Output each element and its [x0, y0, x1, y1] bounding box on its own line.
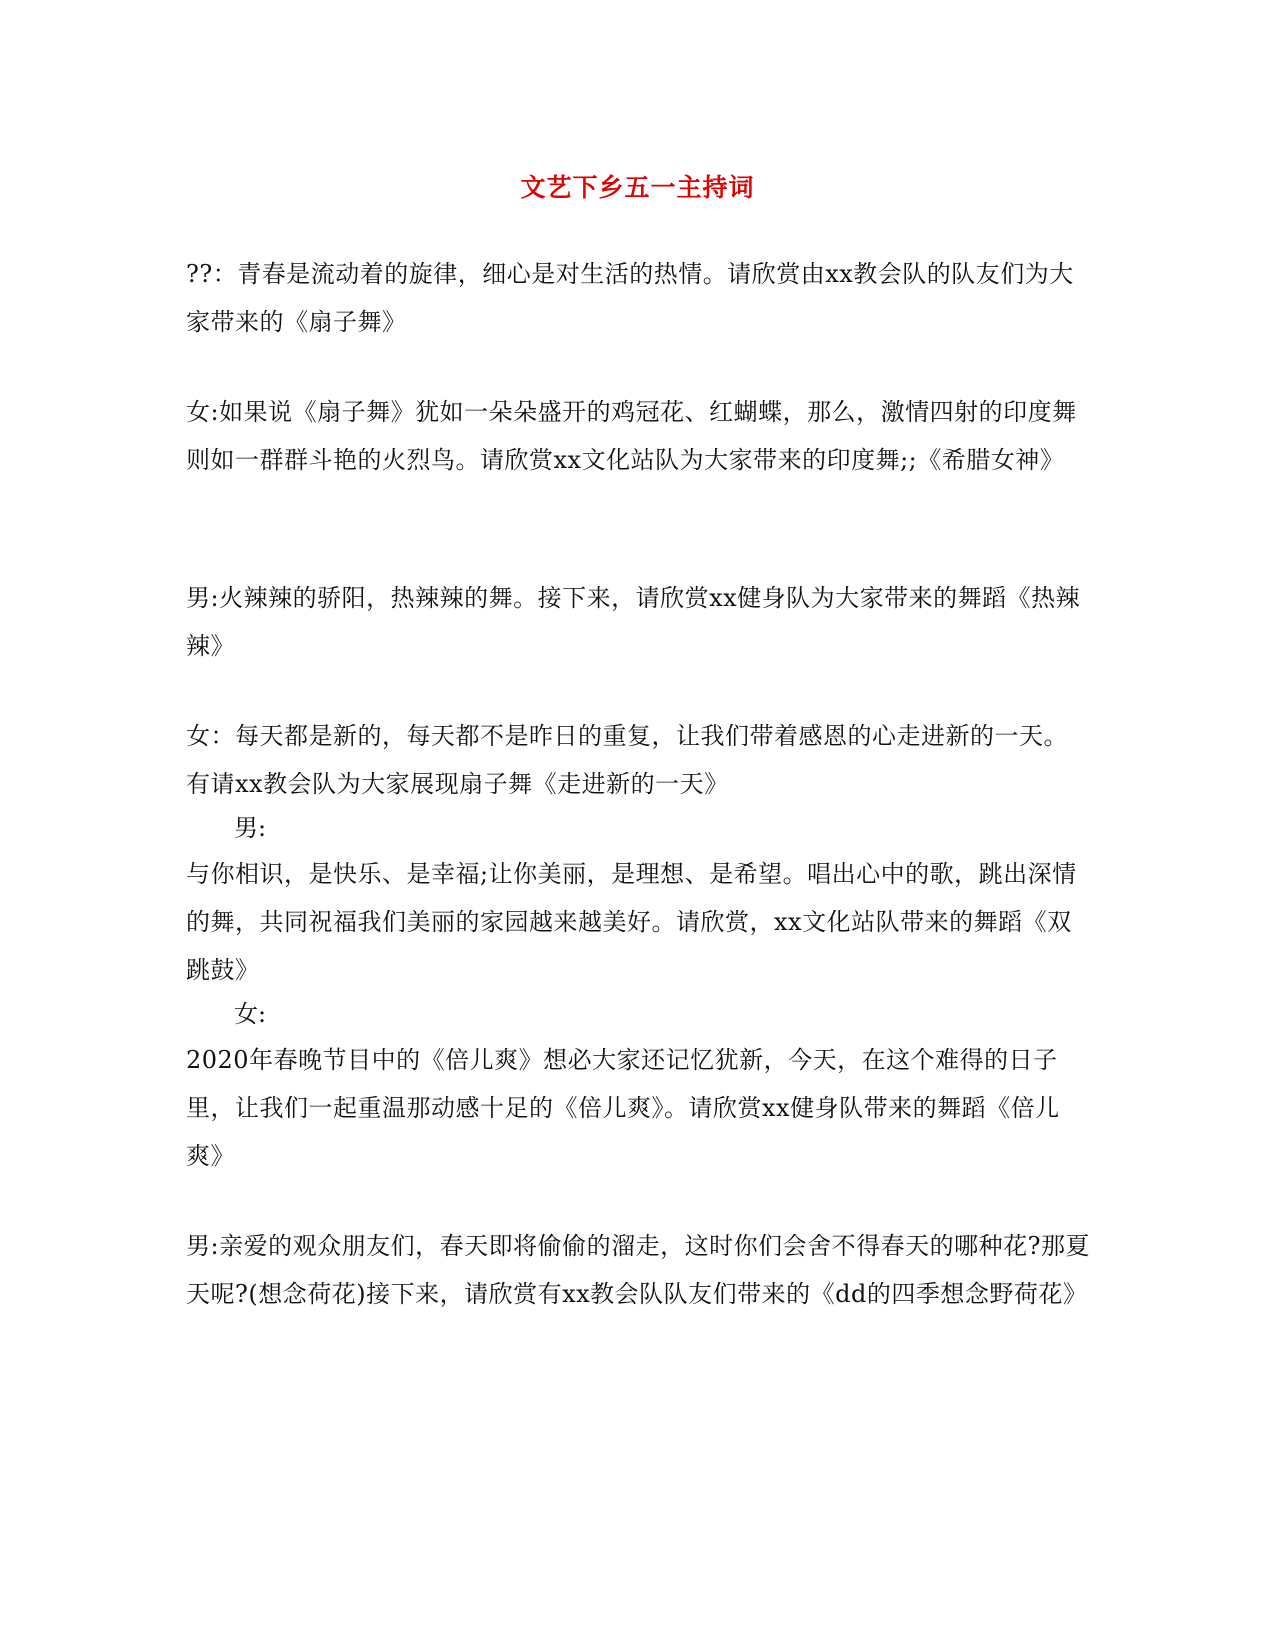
- paragraph-2: 女:如果说《扇子舞》犹如一朵朵盛开的鸡冠花、红蝴蝶，那么，激情四射的印度舞则如一群群斗艳的火烈鸟。请欣赏xx文化站队为大家带来的印度舞;;《希腊女神》: [186, 398, 1077, 474]
- paragraph-6: 2020年春晚节目中的《倍儿爽》想必大家还记忆犹新，今天，在这个难得的日子里，让我们一起重温那动感十足的《倍儿爽》。请欣赏xx健身队带来的舞蹈《倍儿爽》: [186, 1046, 1060, 1170]
- document-title: 文艺下乡五一主持词: [520, 173, 755, 202]
- speaker-label-female: 女:: [234, 1000, 267, 1028]
- paragraph-7: 男:亲爱的观众朋友们，春天即将偷偷的溜走，这时你们会舍不得春天的哪种花?那夏天呢?(想念荷花)接下来，请欣赏有xx教会队队友们带来的《dd的四季想念野荷花》: [186, 1232, 1090, 1308]
- speaker-label-male: 男:: [234, 814, 267, 842]
- paragraph-1: ??：青春是流动着的旋律，细心是对生活的热情。请欣赏由xx教会队的队友们为大家带来的《扇子舞》: [186, 260, 1074, 336]
- paragraph-4: 女：每天都是新的，每天都不是昨日的重复，让我们带着感恩的心走进新的一天。有请xx教会队为大家展现扇子舞《走进新的一天》: [186, 722, 1068, 798]
- paragraph-3: 男:火辣辣的骄阳，热辣辣的舞。接下来，请欣赏xx健身队为大家带来的舞蹈《热辣辣》: [186, 584, 1081, 660]
- paragraph-5: 与你相识，是快乐、是幸福;让你美丽，是理想、是希望。唱出心中的歌，跳出深情的舞，共同祝福我们美丽的家园越来越美好。请欣赏，xx文化站队带来的舞蹈《双跳鼓》: [186, 860, 1077, 984]
